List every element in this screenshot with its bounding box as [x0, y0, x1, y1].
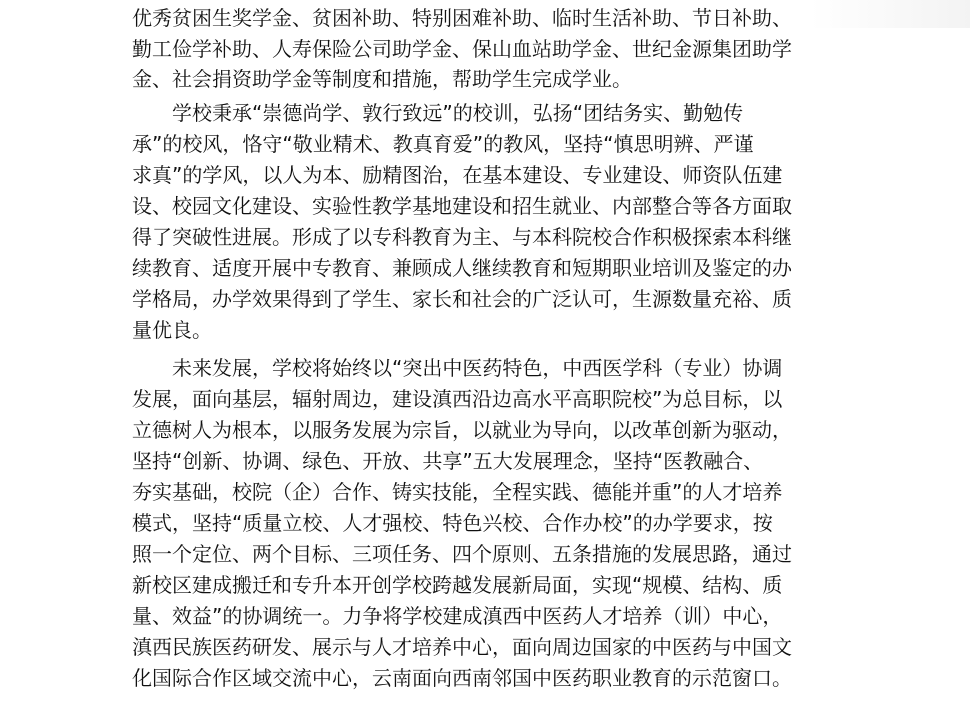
paragraph-2-line-4: 设、校园文化建设、实验性教学基地建设和招生就业、内部整合等各方面取: [132, 194, 792, 218]
paragraph-1-line-3: 金、社会捐资助学金等制度和措施，帮助学生完成学业。: [132, 67, 632, 91]
paragraph-2-line-1: 学校秉承“崇德尚学、敦行致远”的校训，弘扬“团结务实、勤勉传: [172, 101, 744, 125]
paragraph-2-line-8: 量优良。: [132, 318, 212, 342]
paragraph-2-line-5: 得了突破性进展。形成了以专科教育为主、与本科院校合作积极探索本科继: [132, 225, 792, 249]
paragraph-1-line-2: 勤工俭学补助、人寿保险公司助学金、保山血站助学金、世纪金源集团助学: [132, 37, 792, 61]
paragraph-1-line-1: 优秀贫困生奖学金、贫困补助、特别困难补助、临时生活补助、节日补助、: [132, 6, 792, 30]
paragraph-3-line-8: 新校区建成搬迁和专升本开创学校跨越发展新局面，实现“规模、结构、质: [132, 573, 783, 597]
paragraph-3-line-6: 模式，坚持“质量立校、人才强校、特色兴校、合作办校”的办学要求，按: [132, 511, 773, 535]
paragraph-2-line-6: 续教育、适度开展中专教育、兼顾成人继续教育和短期职业培训及鉴定的办: [132, 256, 792, 280]
paragraph-3-line-4: 坚持“创新、协调、绿色、开放、共享”五大发展理念，坚持“医教融合、: [132, 449, 764, 473]
paragraph-3-line-1: 未来发展，学校将始终以“突出中医药特色，中西医学科（专业）协调: [172, 356, 783, 380]
paragraph-2-line-2: 承”的校风，恪守“敬业精术、教真育爱”的教风，坚持“慎思明辨、严谨: [132, 132, 754, 156]
paragraph-3-line-11: 化国际合作区域交流中心，云南面向西南邻国中医药职业教育的示范窗口。: [132, 666, 792, 690]
paragraph-3-line-2: 发展，面向基层，辐射周边，建设滇西沿边高水平高职院校”为总目标，以: [132, 387, 783, 411]
paragraph-3-line-5: 夯实基础，校院（企）合作、铸实技能，全程实践、德能并重”的人才培养: [132, 480, 783, 504]
paragraph-3-line-9: 量、效益”的协调统一。力争将学校建成滇西中医药人才培养（训）中心，: [132, 604, 783, 628]
paragraph-2-line-3: 求真”的学风，以人为本、励精图治，在基本建设、专业建设、师资队伍建: [132, 163, 783, 187]
scan-shading: [810, 0, 970, 28]
paragraph-3-line-7: 照一个定位、两个目标、三项任务、四个原则、五条措施的发展思路，通过: [132, 542, 792, 566]
paragraph-3-line-10: 滇西民族医药研发、展示与人才培养中心，面向周边国家的中医药与中国文: [132, 635, 792, 659]
paragraph-2-line-7: 学格局，办学效果得到了学生、家长和社会的广泛认可，生源数量充裕、质: [132, 287, 792, 311]
paragraph-3-line-3: 立德树人为根本，以服务发展为宗旨，以就业为导向，以改革创新为驱动，: [132, 418, 792, 442]
